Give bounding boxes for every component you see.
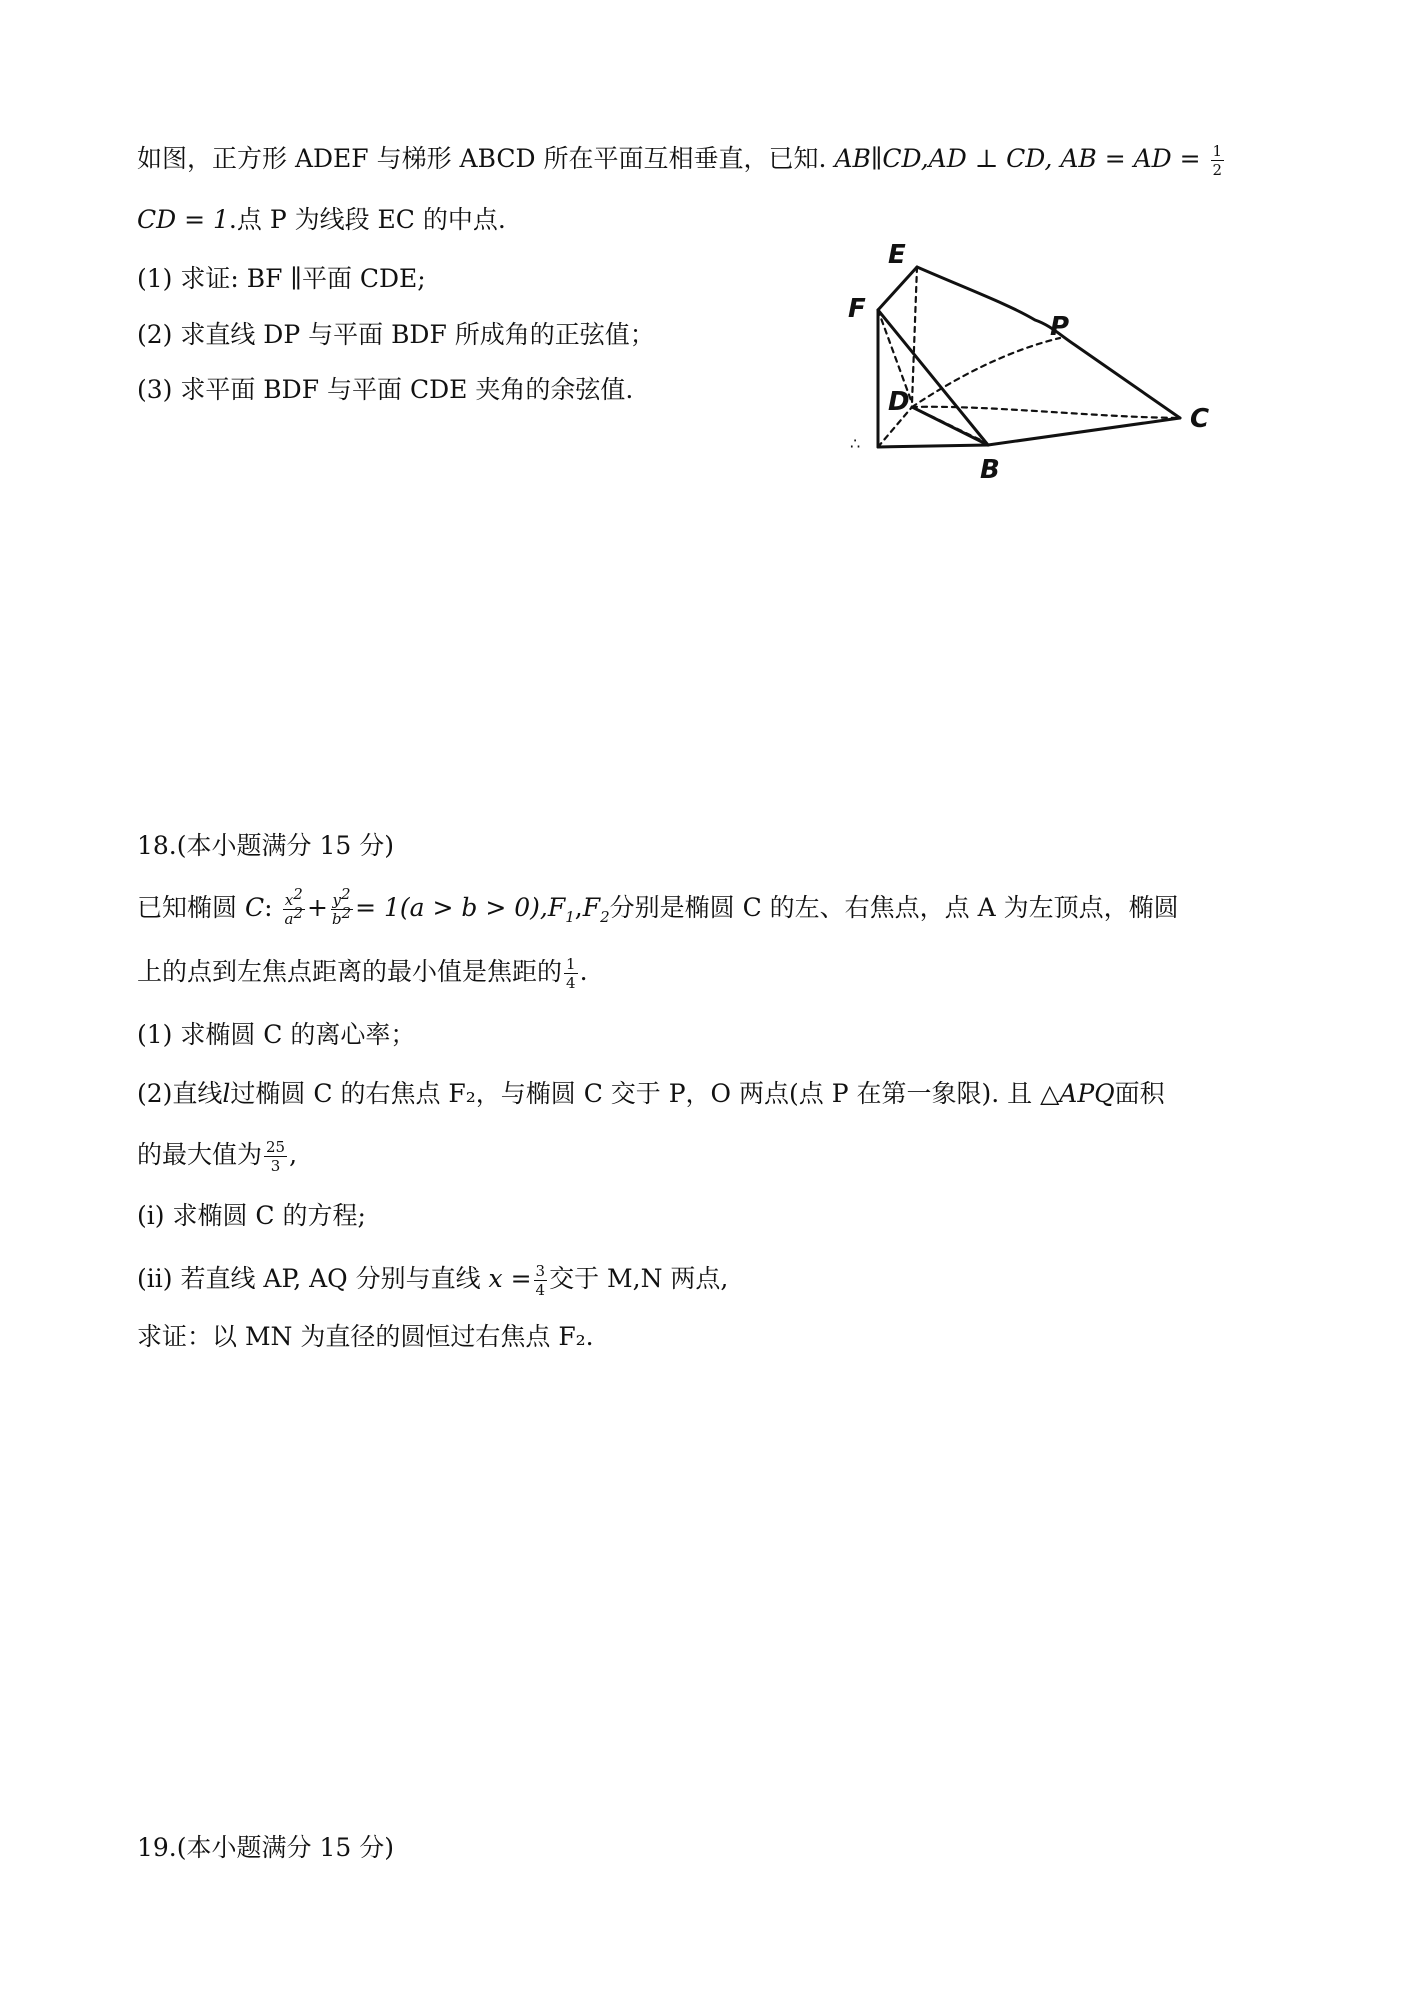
p18-proof: 求证：以 MN 为直径的圆恒过右焦点 F₂. xyxy=(137,1322,594,1351)
fraction-den: 3 xyxy=(270,1157,281,1175)
var-F: F xyxy=(582,893,601,922)
label-E: E xyxy=(888,240,906,270)
p17-question-1: (1) 求证: BF ∥平面 CDE; xyxy=(137,264,426,293)
label-C: C xyxy=(1190,404,1210,434)
exp-2: 2 xyxy=(293,885,303,903)
p18-question-2 xyxy=(137,1077,1165,1111)
var-F: F xyxy=(547,893,566,922)
exp-2: 2 xyxy=(341,885,351,903)
colon: : xyxy=(264,893,273,922)
p18-line2-text: 上的点到左焦点距离的最小值是焦距的 xyxy=(137,957,563,986)
sub-2: 2 xyxy=(600,908,610,926)
focus-F2 xyxy=(582,893,610,926)
var-y: y xyxy=(332,891,341,909)
p18-line2 xyxy=(137,955,588,991)
fraction-num: 3 xyxy=(535,1262,546,1280)
qii-text-b: 交于 M,N 两点, xyxy=(549,1264,729,1293)
p17-intro-line1 xyxy=(137,142,1226,178)
edge-BC xyxy=(988,418,1180,445)
label-P: P xyxy=(1050,312,1070,342)
p18-line1 xyxy=(137,885,1179,928)
focus-F1 xyxy=(547,893,575,926)
triangle-APQ: △APQ xyxy=(1040,1079,1115,1108)
edge-ED xyxy=(912,267,917,403)
fraction-quarter xyxy=(564,956,578,991)
edge-FE xyxy=(878,267,917,310)
q2-text-a: (2)直线 xyxy=(137,1079,223,1108)
fraction-25-3 xyxy=(264,1139,287,1174)
p17-question-3: (3) 求平面 BDF 与平面 CDE 夹角的余弦值. xyxy=(137,375,634,404)
fraction-num: 1 xyxy=(1212,142,1223,160)
equation-tail: = 1(a > b > 0), xyxy=(355,893,548,922)
ellipse-name: C xyxy=(244,893,265,922)
label-B: B xyxy=(980,455,1000,485)
p18-question-1: (1) 求椭圆 C 的离心率； xyxy=(137,1020,416,1049)
fraction-den xyxy=(330,904,353,928)
sub-1: 1 xyxy=(565,908,575,926)
fraction-num: 1 xyxy=(566,955,576,973)
p17-question-2: (2) 求直线 DP 与平面 BDF 所成角的正弦值； xyxy=(137,320,655,349)
var-x: x xyxy=(284,891,294,909)
p17-conditions: AB∥CD,AD ⊥ CD, AB = AD = xyxy=(834,144,1201,173)
fraction-num: 25 xyxy=(266,1138,286,1156)
plus-sign: + xyxy=(307,893,328,922)
fraction-x2-a2 xyxy=(283,885,306,928)
label-A-mark: ∴ xyxy=(850,434,861,453)
var-b: b xyxy=(331,910,342,928)
solid-diagram xyxy=(840,235,1240,490)
q2-text-d: 的最大值为 xyxy=(137,1140,263,1169)
p18-question-i: (i) 求椭圆 C 的方程; xyxy=(137,1201,366,1230)
p18-line1-rest: 分别是椭圆 C 的左、右焦点，点 A 为左顶点，椭圆 xyxy=(609,893,1179,922)
q2-text-c: 面积 xyxy=(1114,1079,1165,1108)
p17-intro-text-2: .点 P 为线段 EC 的中点. xyxy=(228,205,506,234)
line-l: l xyxy=(222,1079,231,1108)
p17-intro-text: 如图，正方形 ADEF 与梯形 ABCD 所在平面互相垂直，已知. xyxy=(137,144,827,173)
exp-2: 2 xyxy=(341,904,352,922)
p19-header: 19.(本小题满分 15 分) xyxy=(137,1833,394,1862)
qii-x-eq: x = xyxy=(488,1264,532,1293)
edge-DP xyxy=(912,338,1060,407)
fraction-3-4 xyxy=(534,1263,548,1298)
p18-header: 18.(本小题满分 15 分) xyxy=(137,831,394,860)
fraction-den: 4 xyxy=(535,1281,546,1299)
p17-intro-line2 xyxy=(137,203,506,237)
edge-AB xyxy=(878,445,988,447)
exp-2: 2 xyxy=(293,904,303,922)
label-D: D xyxy=(888,387,910,417)
fraction-half xyxy=(1211,143,1225,178)
p18-known: 已知椭圆 xyxy=(137,893,238,922)
p18-question-ii xyxy=(137,1262,728,1298)
comma: , xyxy=(574,893,583,922)
period: . xyxy=(579,957,588,986)
label-F: F xyxy=(848,294,866,324)
var-a: a xyxy=(284,910,294,928)
qii-text-a: (ii) 若直线 AP, AQ 分别与直线 xyxy=(137,1264,481,1293)
fraction-y2-b2 xyxy=(330,885,353,928)
q2-text-b: 过椭圆 C 的右焦点 F₂，与椭圆 C 交于 P，O 两点(点 P 在第一象限). 且 xyxy=(230,1079,1033,1108)
q2-text-e: , xyxy=(289,1140,298,1169)
geometry-figure xyxy=(840,235,1240,490)
p17-cd-math: CD = 1 xyxy=(137,205,229,234)
fraction-den: 4 xyxy=(566,974,576,992)
p18-question-2-cont xyxy=(137,1138,297,1174)
edge-DC xyxy=(912,407,1180,418)
edge-E-P-C xyxy=(917,267,1180,418)
fraction-den xyxy=(283,904,306,928)
fraction-den: 2 xyxy=(1212,161,1223,179)
edge-FB xyxy=(878,310,988,445)
